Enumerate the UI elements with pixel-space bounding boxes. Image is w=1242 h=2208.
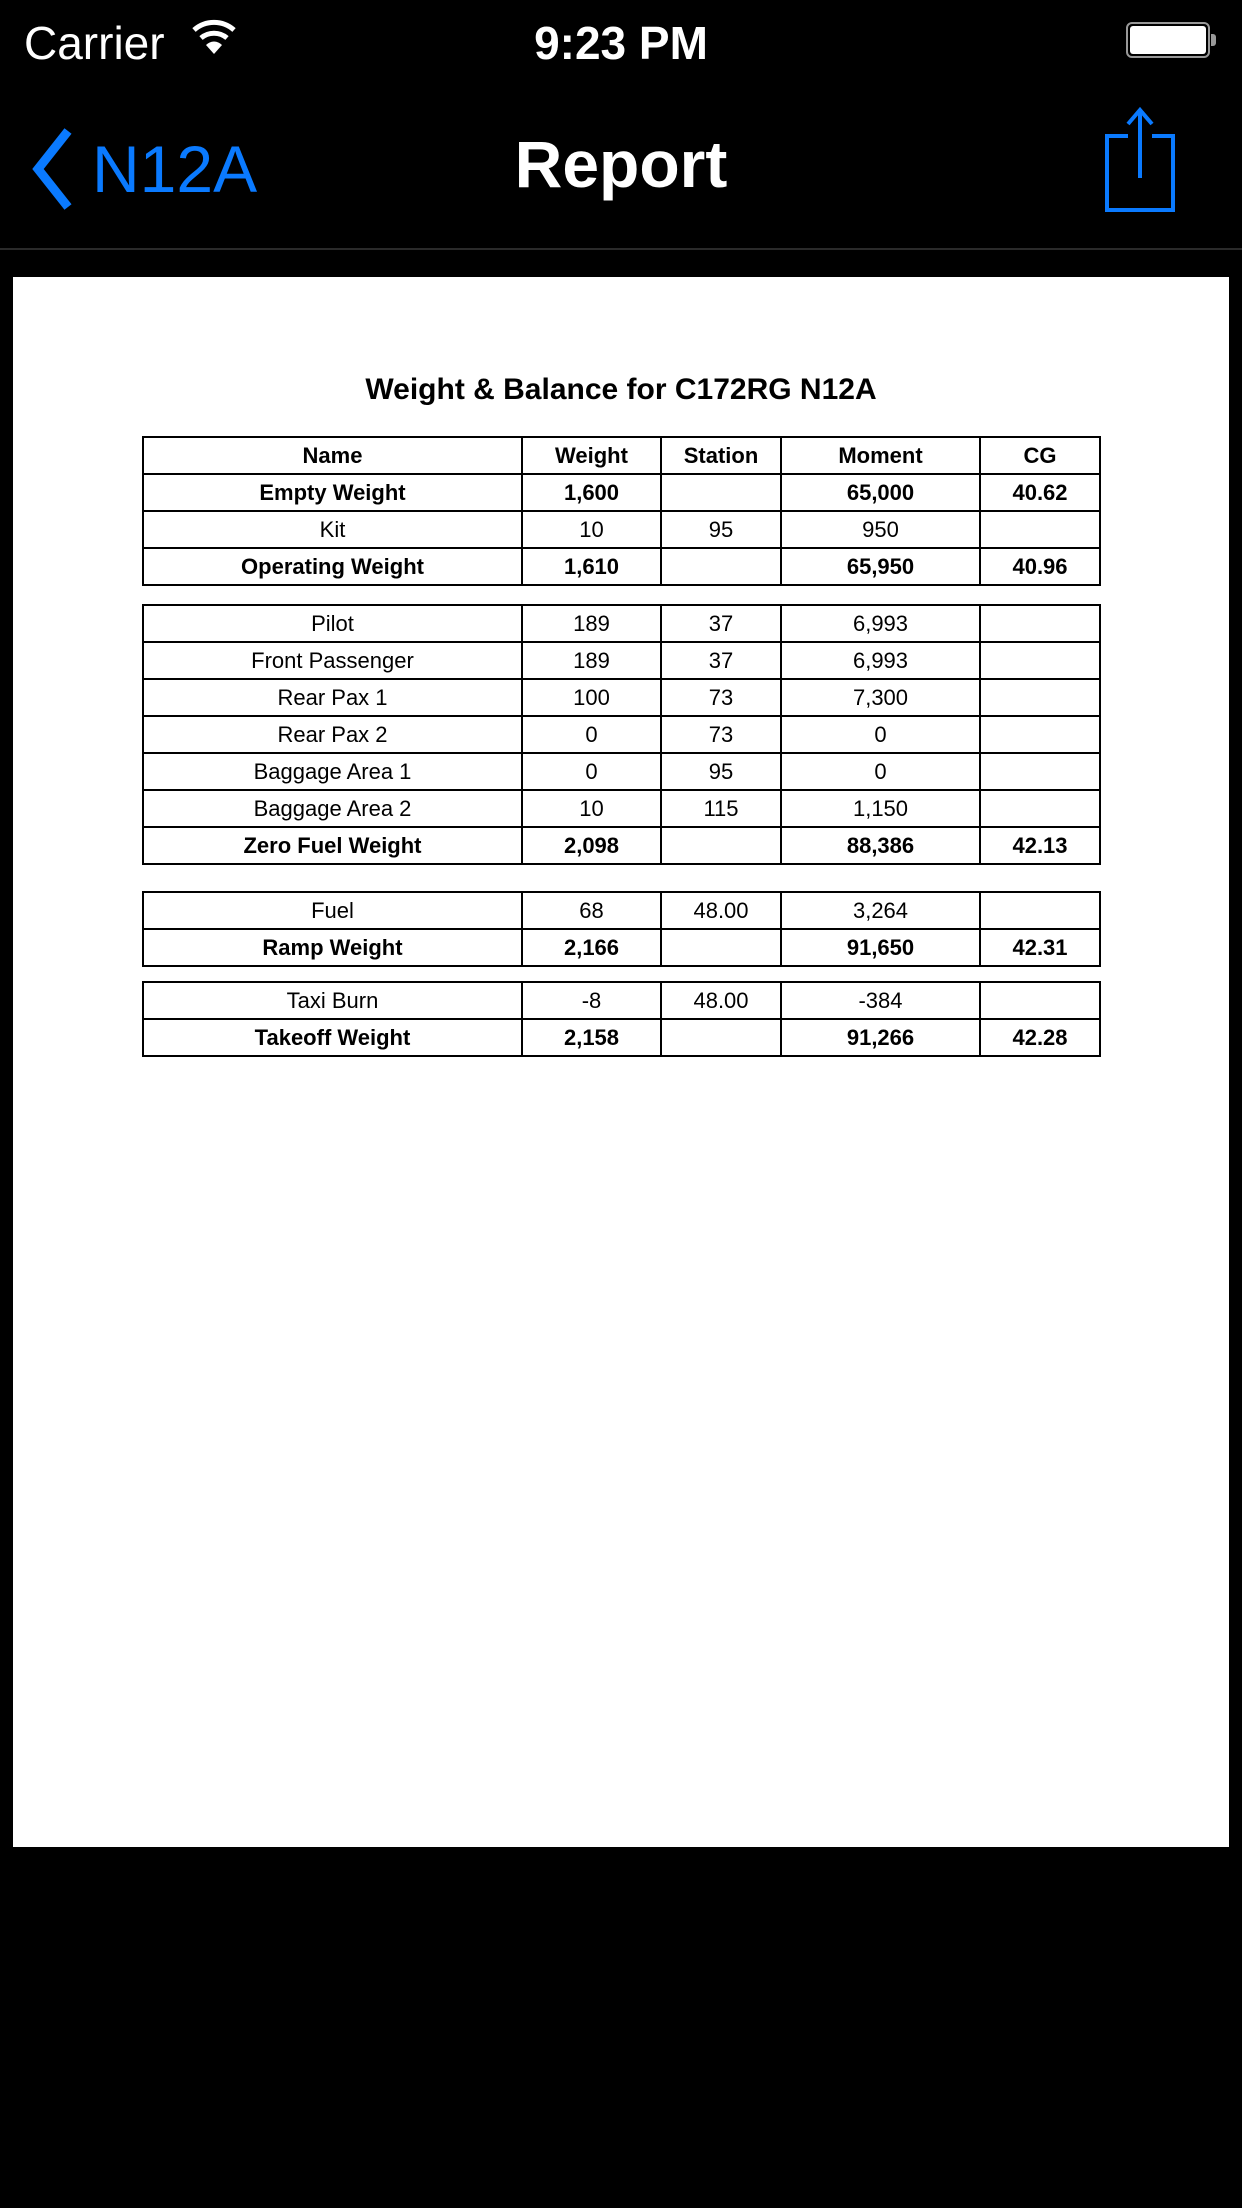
cell-name: Operating Weight — [143, 548, 522, 585]
cell-cg — [980, 605, 1100, 642]
column-header: Station — [661, 437, 781, 474]
cell-cg: 40.96 — [980, 548, 1100, 585]
table-total-row — [143, 827, 1100, 864]
carrier-label: Carrier — [24, 17, 165, 69]
cell-weight: 1,600 — [522, 474, 661, 511]
cell-station — [661, 474, 781, 511]
cell-moment: 88,386 — [781, 827, 980, 864]
cell-station: 115 — [661, 790, 781, 827]
navigation-bar — [0, 84, 1242, 250]
cell-moment: 91,650 — [781, 929, 980, 966]
cell-name: Fuel — [143, 892, 522, 929]
table-row — [143, 753, 1100, 790]
cell-station: 37 — [661, 605, 781, 642]
table-row — [143, 892, 1100, 929]
table-row — [143, 716, 1100, 753]
cell-cg: 42.31 — [980, 929, 1100, 966]
cell-cg — [980, 892, 1100, 929]
cell-name: Rear Pax 1 — [143, 679, 522, 716]
cell-weight: 189 — [522, 642, 661, 679]
cell-moment: 65,950 — [781, 548, 980, 585]
cell-station: 95 — [661, 511, 781, 548]
cell-name: Baggage Area 1 — [143, 753, 522, 790]
cell-cg — [980, 642, 1100, 679]
column-header: Moment — [781, 437, 980, 474]
cell-cg: 42.28 — [980, 1019, 1100, 1056]
back-label: N12A — [92, 132, 258, 206]
table-row — [143, 642, 1100, 679]
cell-weight: 0 — [522, 716, 661, 753]
cell-weight: 0 — [522, 753, 661, 790]
cell-moment: 65,000 — [781, 474, 980, 511]
share-icon[interactable] — [1100, 106, 1180, 214]
cell-weight: 100 — [522, 679, 661, 716]
cell-moment: 0 — [781, 716, 980, 753]
cell-cg — [980, 511, 1100, 548]
report-document — [13, 277, 1229, 1847]
column-header: Name — [143, 437, 522, 474]
table-row — [143, 511, 1100, 548]
cell-moment: 3,264 — [781, 892, 980, 929]
cell-name: Front Passenger — [143, 642, 522, 679]
table-row — [143, 982, 1100, 1019]
cell-name: Takeoff Weight — [143, 1019, 522, 1056]
cell-weight: 1,610 — [522, 548, 661, 585]
cell-moment: 6,993 — [781, 605, 980, 642]
cell-station: 73 — [661, 716, 781, 753]
cell-cg — [980, 679, 1100, 716]
status-bar — [0, 0, 1242, 84]
cell-station — [661, 827, 781, 864]
table-total-row — [143, 548, 1100, 585]
cell-moment: 950 — [781, 511, 980, 548]
cell-station — [661, 548, 781, 585]
cell-weight: 2,098 — [522, 827, 661, 864]
cell-moment: 0 — [781, 753, 980, 790]
cell-name: Ramp Weight — [143, 929, 522, 966]
cell-name: Rear Pax 2 — [143, 716, 522, 753]
table-header-row — [143, 437, 1100, 474]
cell-name: Baggage Area 2 — [143, 790, 522, 827]
cell-weight: 189 — [522, 605, 661, 642]
report-title: Weight & Balance for C172RG N12A — [365, 373, 877, 406]
cell-name: Taxi Burn — [143, 982, 522, 1019]
cell-weight: 68 — [522, 892, 661, 929]
cell-station: 95 — [661, 753, 781, 790]
cell-name: Zero Fuel Weight — [143, 827, 522, 864]
weight-balance-table-section — [142, 436, 1101, 586]
battery-icon — [1126, 22, 1210, 58]
cell-name: Kit — [143, 511, 522, 548]
cell-moment: 7,300 — [781, 679, 980, 716]
cell-station: 73 — [661, 679, 781, 716]
cell-weight: 2,158 — [522, 1019, 661, 1056]
cell-moment: -384 — [781, 982, 980, 1019]
clock: 9:23 PM — [534, 17, 708, 69]
cell-weight: 10 — [522, 790, 661, 827]
cell-cg — [980, 753, 1100, 790]
cell-cg: 40.62 — [980, 474, 1100, 511]
cell-station: 48.00 — [661, 892, 781, 929]
column-header: Weight — [522, 437, 661, 474]
weight-balance-table-section — [142, 604, 1101, 865]
cell-cg — [980, 982, 1100, 1019]
cell-moment: 1,150 — [781, 790, 980, 827]
cell-weight: 2,166 — [522, 929, 661, 966]
weight-balance-table-section — [142, 891, 1101, 967]
cell-station — [661, 1019, 781, 1056]
table-total-row — [143, 1019, 1100, 1056]
table-row — [143, 605, 1100, 642]
cell-weight: -8 — [522, 982, 661, 1019]
cell-station: 48.00 — [661, 982, 781, 1019]
weight-balance-table-section — [142, 981, 1101, 1057]
cell-name: Empty Weight — [143, 474, 522, 511]
cell-station — [661, 929, 781, 966]
column-header: CG — [980, 437, 1100, 474]
page-title: Report — [514, 127, 728, 201]
cell-cg — [980, 716, 1100, 753]
cell-station: 37 — [661, 642, 781, 679]
cell-cg: 42.13 — [980, 827, 1100, 864]
table-total-row — [143, 929, 1100, 966]
table-row — [143, 679, 1100, 716]
cell-weight: 10 — [522, 511, 661, 548]
cell-moment: 91,266 — [781, 1019, 980, 1056]
cell-name: Pilot — [143, 605, 522, 642]
table-total-row — [143, 474, 1100, 511]
table-row — [143, 790, 1100, 827]
cell-moment: 6,993 — [781, 642, 980, 679]
cell-cg — [980, 790, 1100, 827]
